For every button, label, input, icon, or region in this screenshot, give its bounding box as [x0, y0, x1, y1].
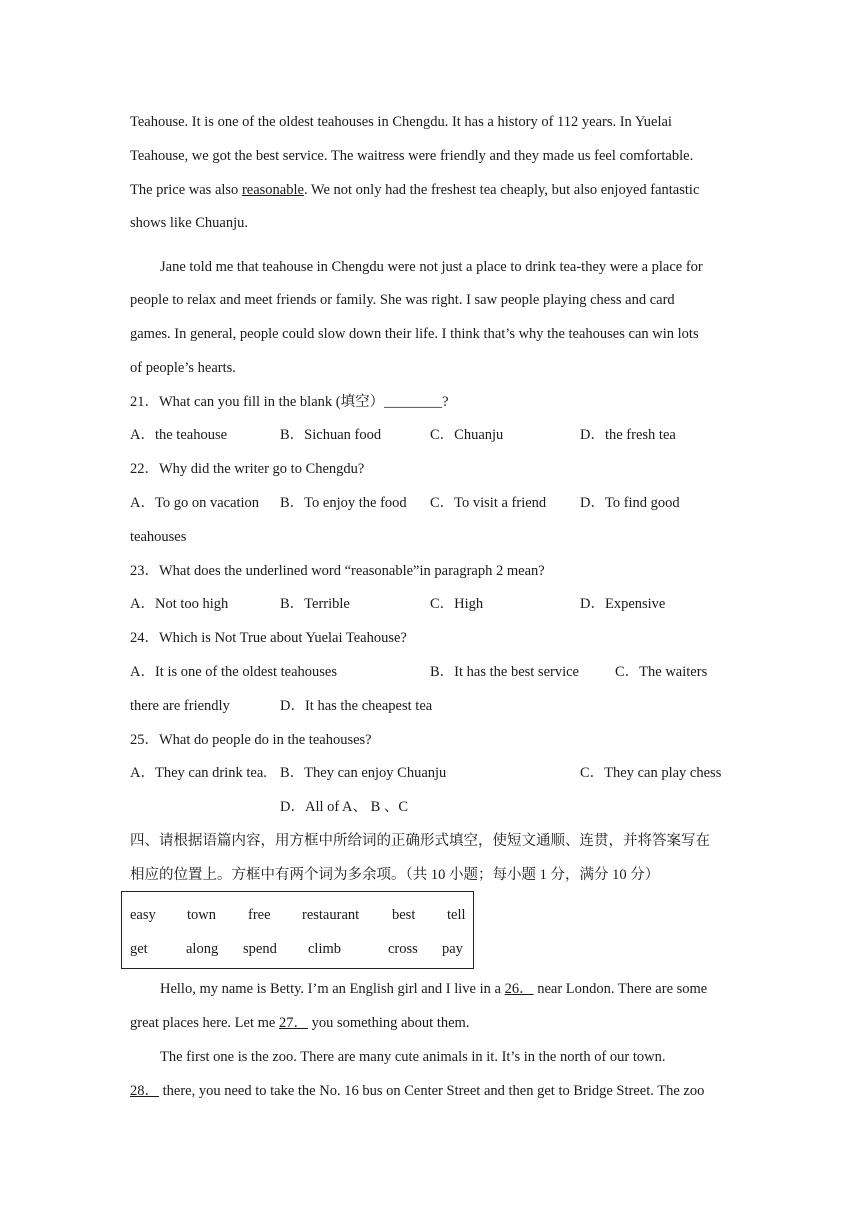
option-d: D．It has the cheapest tea — [280, 698, 433, 714]
option-d: D．To find good — [580, 495, 680, 511]
passage-line — [130, 180, 699, 200]
option-b: B．Sichuan food — [280, 427, 382, 443]
underlined-word-reasonable: reasonable — [241, 182, 304, 198]
section-instructions: 四、请根据语篇内容，用方框中所给词的正确形式填空，使短文通顺、连贯，并将答案写在 — [130, 833, 710, 849]
word-box-item: spend — [243, 941, 277, 957]
option-d: D．Expensive — [580, 596, 666, 612]
text-segment: there, you need to take the No. 16 bus on Center Street and then get to Bridge Street. The zoo — [159, 1083, 705, 1099]
blank-26: 26． — [504, 981, 534, 997]
word-box-item: climb — [308, 941, 342, 957]
word-box — [121, 891, 474, 969]
cloze-line — [160, 979, 707, 999]
option-d: D．the fresh tea — [580, 427, 676, 443]
word-box-item: along — [186, 941, 219, 957]
word-box-item: free — [248, 907, 271, 923]
question-stem: 21．What can you fill in the blank (填空）________? — [130, 394, 449, 410]
option-b: B．It has the best service — [430, 664, 579, 680]
question-stem: 22．Why did the writer go to Chengdu? — [130, 461, 365, 477]
text-segment: The price was also — [130, 182, 242, 198]
question-stem: 25．What do people do in the teahouses? — [130, 732, 372, 748]
option-d: D．All of A、 B 、C — [280, 799, 409, 815]
option-a: A．To go on vacation — [130, 495, 260, 511]
option-a: A．the teahouse — [130, 427, 228, 443]
word-box-item: restaurant — [302, 907, 360, 923]
passage-line: of people’s hearts. — [130, 360, 236, 376]
cloze-line — [130, 1081, 704, 1101]
text-segment: . We not only had the freshest tea cheaply, but also enjoyed fantastic — [303, 182, 700, 198]
passage-line: Teahouse, we got the best service. The waitress were friendly and they made us feel comfortable. — [130, 148, 694, 164]
option-b: B．Terrible — [280, 596, 350, 612]
question-stem: 23．What does the underlined word “reasonable”in paragraph 2 mean? — [130, 563, 545, 579]
word-box-item: tell — [447, 907, 466, 923]
word-box-item: easy — [130, 907, 156, 923]
passage-line: games. In general, people could slow down their life. I think that’s why the teahouses can win lots — [130, 326, 699, 342]
cloze-line: The first one is the zoo. There are many cute animals in it. It’s in the north of our town. — [160, 1049, 666, 1065]
text-segment: near London. There are some — [533, 981, 708, 997]
option-c: C．Chuanju — [430, 427, 504, 443]
word-box-item: pay — [442, 941, 463, 957]
passage-line: Teahouse. It is one of the oldest teahouses in Chengdu. It has a history of 112 years. In Yuelai — [130, 114, 672, 130]
option-d-continued: teahouses — [130, 529, 187, 545]
text-segment: great places here. Let me — [130, 1015, 279, 1031]
blank-27: 27． — [278, 1015, 308, 1031]
option-c-continued: there are friendly — [130, 698, 230, 714]
text-segment: you something about them. — [307, 1015, 470, 1031]
word-box-item: best — [392, 907, 416, 923]
text-segment: Hello, my name is Betty. I’m an English girl and I live in a — [160, 981, 505, 997]
word-box-item: town — [187, 907, 216, 923]
word-box-item: get — [130, 941, 148, 957]
option-b: B．To enjoy the food — [280, 495, 407, 511]
passage-line: shows like Chuanju. — [130, 215, 249, 231]
option-a: A．It is one of the oldest teahouses — [130, 664, 337, 680]
section-instructions: 相应的位置上。方框中有两个词为多余项。（共 10 小题；每小题 1 分，满分 10 分） — [130, 867, 660, 883]
option-b: B．They can enjoy Chuanju — [280, 765, 447, 781]
option-c: C．To visit a friend — [430, 495, 547, 511]
cloze-line — [130, 1013, 469, 1033]
option-c: C．They can play chess — [580, 765, 722, 781]
word-box-item: cross — [388, 941, 418, 957]
option-c: C．High — [430, 596, 484, 612]
blank-28: 28． — [130, 1083, 159, 1099]
option-c: C．The waiters — [615, 664, 708, 680]
passage-line: people to relax and meet friends or family. She was right. I saw people playing chess and card — [130, 292, 675, 308]
option-a: A．They can drink tea. — [130, 765, 267, 781]
option-a: A．Not too high — [130, 596, 229, 612]
question-stem: 24．Which is Not True about Yuelai Teahouse? — [130, 630, 407, 646]
passage-line: Jane told me that teahouse in Chengdu were not just a place to drink tea-they were a place for — [160, 259, 703, 275]
